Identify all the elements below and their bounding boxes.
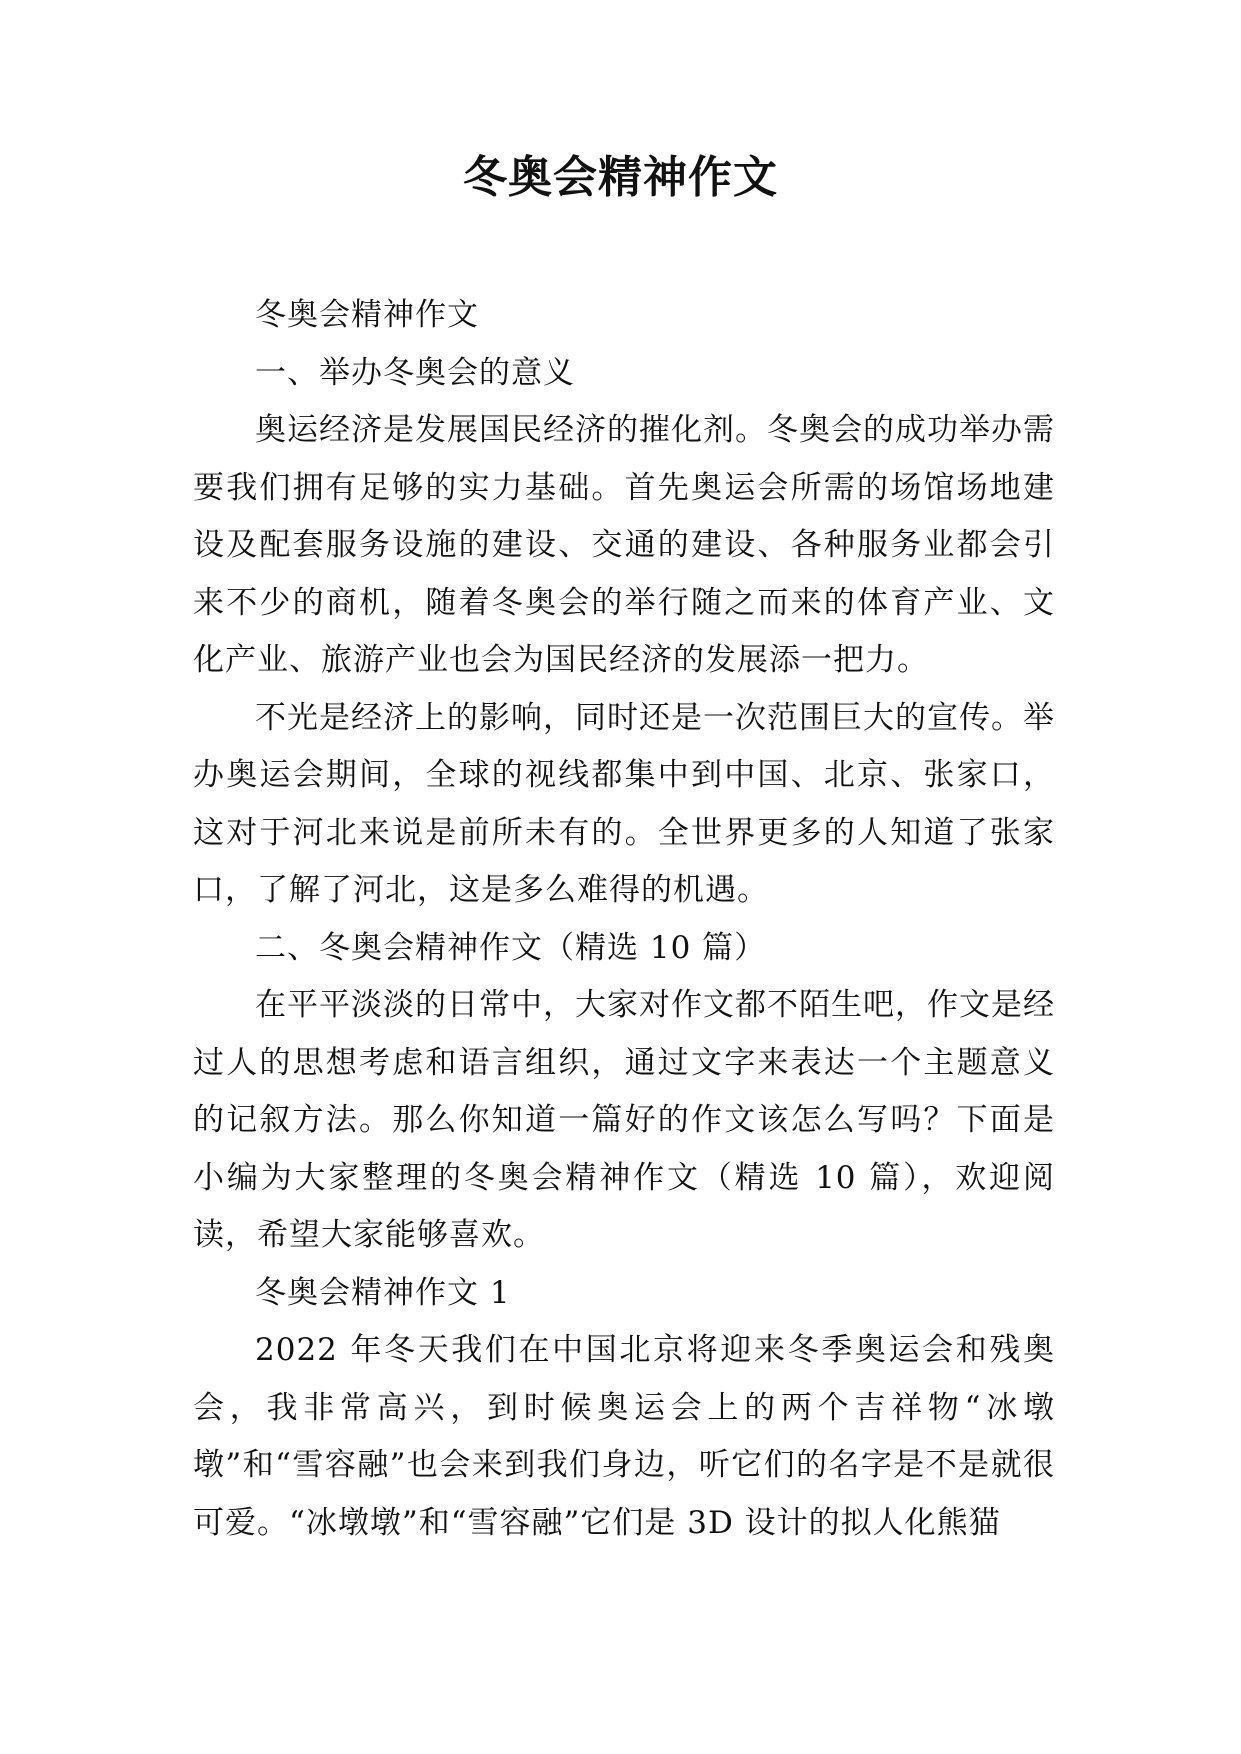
document-title: 冬奥会精神作文 (463, 152, 778, 203)
paragraph: 在平平淡淡的日常中，大家对作文都不陌生吧，作文是经过人的思想考虑和语言组织，通过文字来表达一个主题意义的记叙方法。那么你知道一篇好的作文该怎么写吗？下面是小编为大家整理的冬奥会精神作文（精选 10 篇），欢迎阅读，希望大家能够喜欢。 (193, 987, 1055, 1253)
essay-heading: 冬奥会精神作文 1 (255, 1274, 511, 1311)
section-heading-1: 一、举办冬奥会的意义 (255, 354, 575, 391)
document-body (193, 287, 1055, 1552)
paragraph: 2022 年冬天我们在中国北京将迎来冬季奥运会和残奥会，我非常高兴，到时候奥运会上的两个吉祥物“冰墩墩”和“雪容融”也会来到我们身边，听它们的名字是不是就很可爱。“冰墩墩”和“雪容融”它们是 3D 设计的拟人化熊猫 (193, 1332, 1055, 1541)
section-heading-2: 二、冬奥会精神作文（精选 10 篇） (255, 929, 767, 966)
paragraph: 奥运经济是发展国民经济的摧化剂。冬奥会的成功举办需要我们拥有足够的实力基础。首先奥运会所需的场馆场地建设及配套服务设施的建设、交通的建设、各种服务业都会引来不少的商机，随着冬奥会的举行随之而来的体育产业、文化产业、旅游产业也会为国民经济的发展添一把力。 (193, 412, 1055, 678)
paragraph-subtitle: 冬奥会精神作文 (255, 297, 479, 333)
paragraph: 不光是经济上的影响，同时还是一次范围巨大的宣传。举办奥运会期间，全球的视线都集中到中国、北京、张家口，这对于河北来说是前所未有的。全世界更多的人知道了张家口，了解了河北，这是多么难得的机遇。 (193, 699, 1055, 908)
